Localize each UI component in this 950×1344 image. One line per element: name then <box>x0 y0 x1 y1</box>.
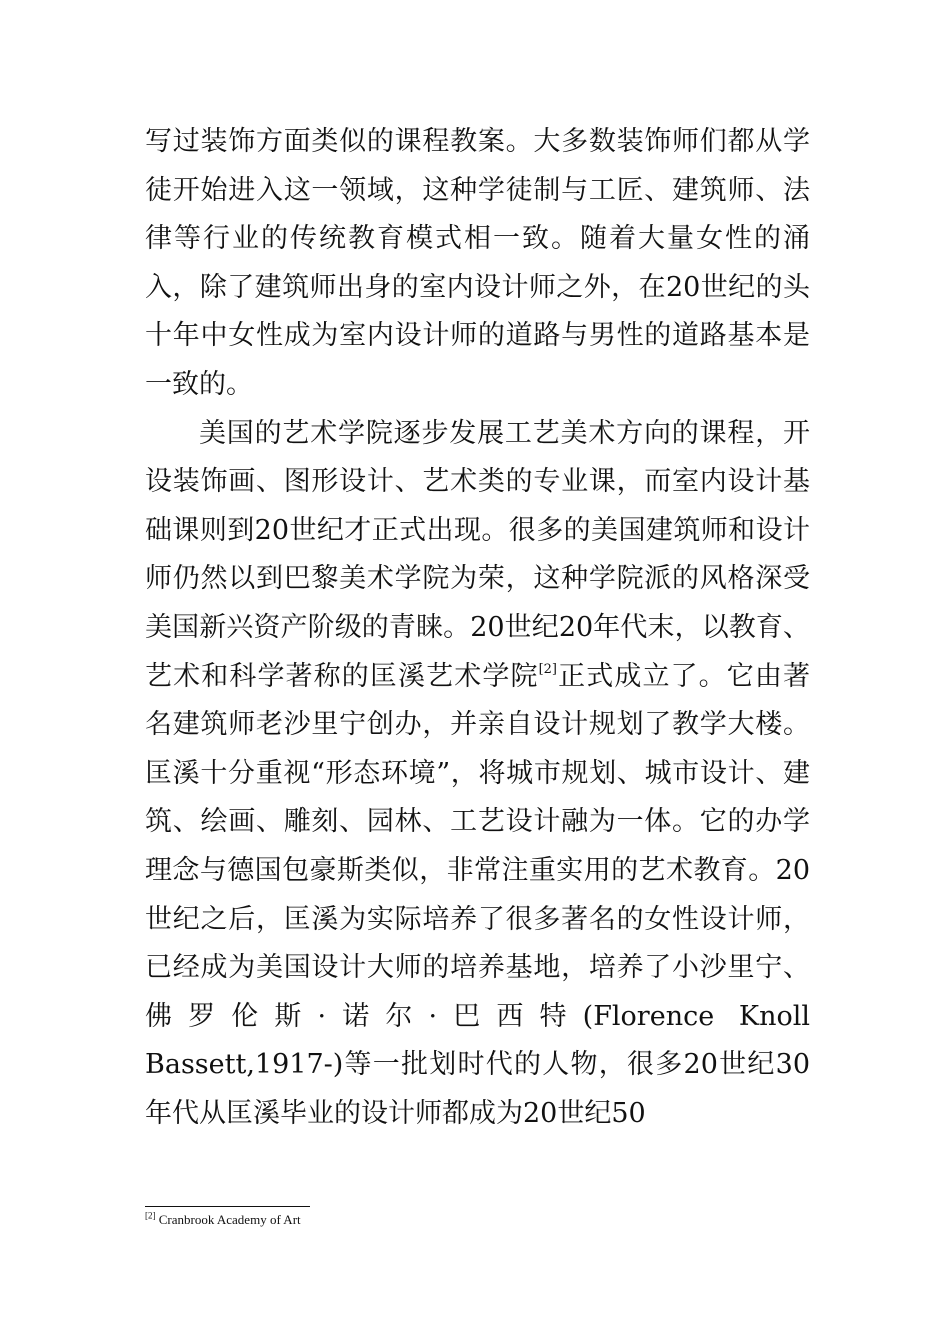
paragraph-1 <box>145 118 810 410</box>
footnote-divider <box>145 1206 310 1207</box>
paragraph-2-text-after-ref: 正式成立了。它由著名建筑师老沙里宁创办，并亲自设计规划了教学大楼。匡溪十分重视“形态环境”，将城市规划、城市设计、建筑、绘画、雕刻、园林、工艺设计融为一体。它的办学理念与德国包豪斯类似，非常注重实用的艺术教育。20世纪之后，匡溪为实际培养了很多著名的女性设计师，已经成为美国设计大师的培养基地，培养了小沙里宁、佛罗伦斯·诺尔·巴西特(Florence Knoll Bassett,1917-)等一批划时代的人物，很多20世纪30年代从匡溪毕业的设计师都成为20世纪50 <box>145 660 811 1129</box>
footnote-mark: [2] <box>145 1210 156 1221</box>
paragraph-1-text: 写过装饰方面类似的课程教案。大多数装饰师们都从学徒开始进入这一领域，这种学徒制与工匠、建筑师、法律等行业的传统教育模式相一致。随着大量女性的涌入，除了建筑师出身的室内设计师之外，在20世纪的头十年中女性成为室内设计师的道路与男性的道路基本是一致的。 <box>145 126 810 400</box>
footnote-text: Cranbrook Academy of Art <box>155 1212 301 1227</box>
footnote <box>145 1211 745 1229</box>
paragraph-2 <box>145 410 810 1139</box>
paragraph-2-text-before-ref: 美国的艺术学院逐步发展工艺美术方向的课程，开设装饰画、图形设计、艺术类的专业课，而室内设计基础课则到20世纪才正式出现。很多的美国建筑师和设计师仍然以到巴黎美术学院为荣，这种学院派的风格深受美国新兴资产阶级的青睐。20世纪20年代末，以教育、艺术和科学著称的匡溪艺术学院 <box>145 417 810 692</box>
body-text <box>145 118 810 1138</box>
footnote-reference-mark[interactable]: [2] <box>538 661 557 677</box>
